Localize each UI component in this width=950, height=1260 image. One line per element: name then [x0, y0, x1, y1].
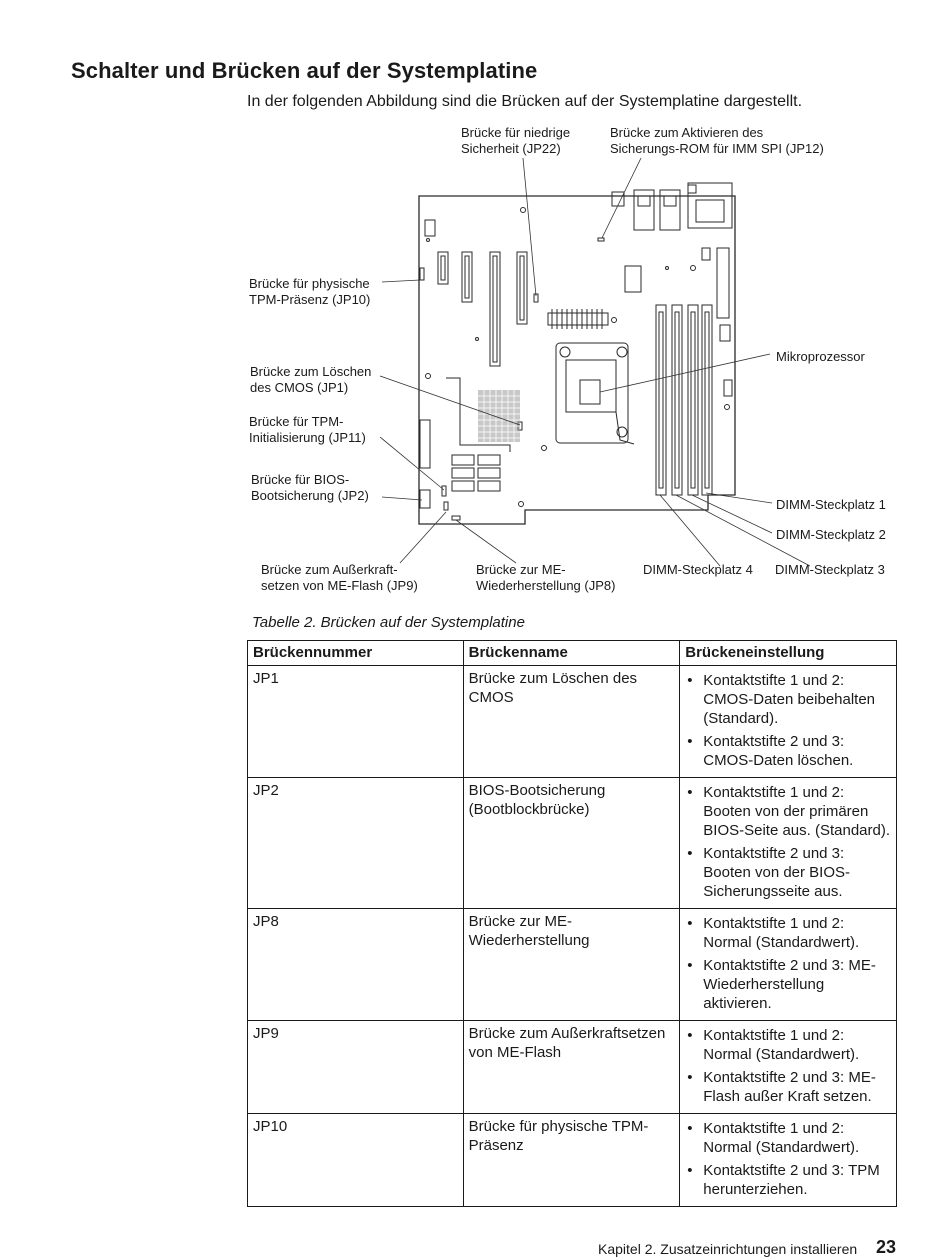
jumper-name: Brücke zur ME-Wiederherstellung — [463, 909, 680, 1021]
system-board-diagram — [0, 0, 950, 610]
table-row — [248, 778, 897, 909]
callout-jp22: Brücke für niedrige Sicherheit (JP22) — [461, 125, 571, 156]
system-board-figure — [0, 0, 950, 610]
table-row — [248, 909, 897, 1021]
setting-item: • Kontaktstifte 2 und 3: ME-Wiederherstellung aktivieren. — [685, 956, 891, 1013]
jumper-settings — [680, 778, 897, 909]
setting-item: • Kontaktstifte 2 und 3: Booten von der BIOS-Sicherungsseite aus. — [685, 844, 891, 901]
jumper-number: JP1 — [248, 666, 464, 778]
setting-item: • Kontaktstifte 1 und 2: Booten von der primären BIOS-Seite aus. (Standard). — [685, 783, 891, 840]
setting-item: • Kontaktstifte 2 und 3: ME-Flash außer Kraft setzen. — [685, 1068, 891, 1106]
jumper-name: Brücke zum Löschen des CMOS — [463, 666, 680, 778]
jumper-settings — [680, 666, 897, 778]
callout-dimm-2: DIMM-Steckplatz 2 — [776, 527, 886, 542]
column-header-name: Brückenname — [463, 641, 680, 666]
callout-jp10: Brücke für physische TPM-Präsenz (JP10) — [249, 276, 371, 307]
footer-chapter: Kapitel 2. Zusatzeinrichtungen installieren — [598, 1241, 858, 1257]
setting-item: • Kontaktstifte 1 und 2: Normal (Standardwert). — [685, 1119, 891, 1157]
intro-paragraph: In der folgenden Abbildung sind die Brücken auf der Systemplatine dargestellt. — [247, 93, 803, 110]
jumper-number: JP8 — [248, 909, 464, 1021]
callout-dimm-3: DIMM-Steckplatz 3 — [775, 562, 885, 577]
jumper-name: Brücke zum Außerkraftsetzen von ME-Flash — [463, 1021, 680, 1114]
jumper-name: BIOS-Bootsicherung (Bootblockbrücke) — [463, 778, 680, 909]
setting-item: • Kontaktstifte 1 und 2: Normal (Standardwert). — [685, 914, 891, 952]
table-row — [248, 666, 897, 778]
column-header-number: Brückennummer — [248, 641, 464, 666]
page-heading: Schalter und Brücken auf der Systemplatine — [71, 58, 538, 83]
jumper-number: JP9 — [248, 1021, 464, 1114]
table-row — [248, 1114, 897, 1207]
callout-dimm-1: DIMM-Steckplatz 1 — [776, 497, 886, 512]
jumper-settings — [680, 1021, 897, 1114]
jumper-settings — [680, 909, 897, 1021]
setting-item: • Kontaktstifte 2 und 3: CMOS-Daten löschen. — [685, 732, 891, 770]
page-number: 23 — [876, 1237, 897, 1257]
jumper-name: Brücke für physische TPM-Präsenz — [463, 1114, 680, 1207]
jumper-number: JP10 — [248, 1114, 464, 1207]
table-caption: Tabelle 2. Brücken auf der Systemplatine — [252, 614, 525, 631]
callout-jp1: Brücke zum Löschen des CMOS (JP1) — [250, 364, 372, 395]
callout-microprocessor: Mikroprozessor — [776, 349, 865, 364]
column-header-setting: Brückeneinstellung — [680, 641, 897, 666]
jumper-settings — [680, 1114, 897, 1207]
callout-jp2: Brücke für BIOS- Bootsicherung (JP2) — [251, 472, 369, 503]
callout-jp8: Brücke zur ME- Wiederherstellung (JP8) — [476, 562, 616, 593]
callout-jp12: Brücke zum Aktivieren des Sicherungs-ROM für IMM SPI (JP12) — [610, 125, 824, 156]
callout-dimm-4: DIMM-Steckplatz 4 — [643, 562, 753, 577]
setting-item: • Kontaktstifte 2 und 3: TPM herunterziehen. — [685, 1161, 891, 1199]
callout-jp11: Brücke für TPM- Initialisierung (JP11) — [249, 414, 366, 445]
jumper-number: JP2 — [248, 778, 464, 909]
jumper-table — [247, 640, 897, 1207]
setting-item: • Kontaktstifte 1 und 2: CMOS-Daten beibehalten (Standard). — [685, 671, 891, 728]
table-header-row — [248, 641, 897, 666]
callout-jp9: Brücke zum Außerkraft- setzen von ME-Flash (JP9) — [261, 562, 418, 593]
table-row — [248, 1021, 897, 1114]
setting-item: • Kontaktstifte 1 und 2: Normal (Standardwert). — [685, 1026, 891, 1064]
